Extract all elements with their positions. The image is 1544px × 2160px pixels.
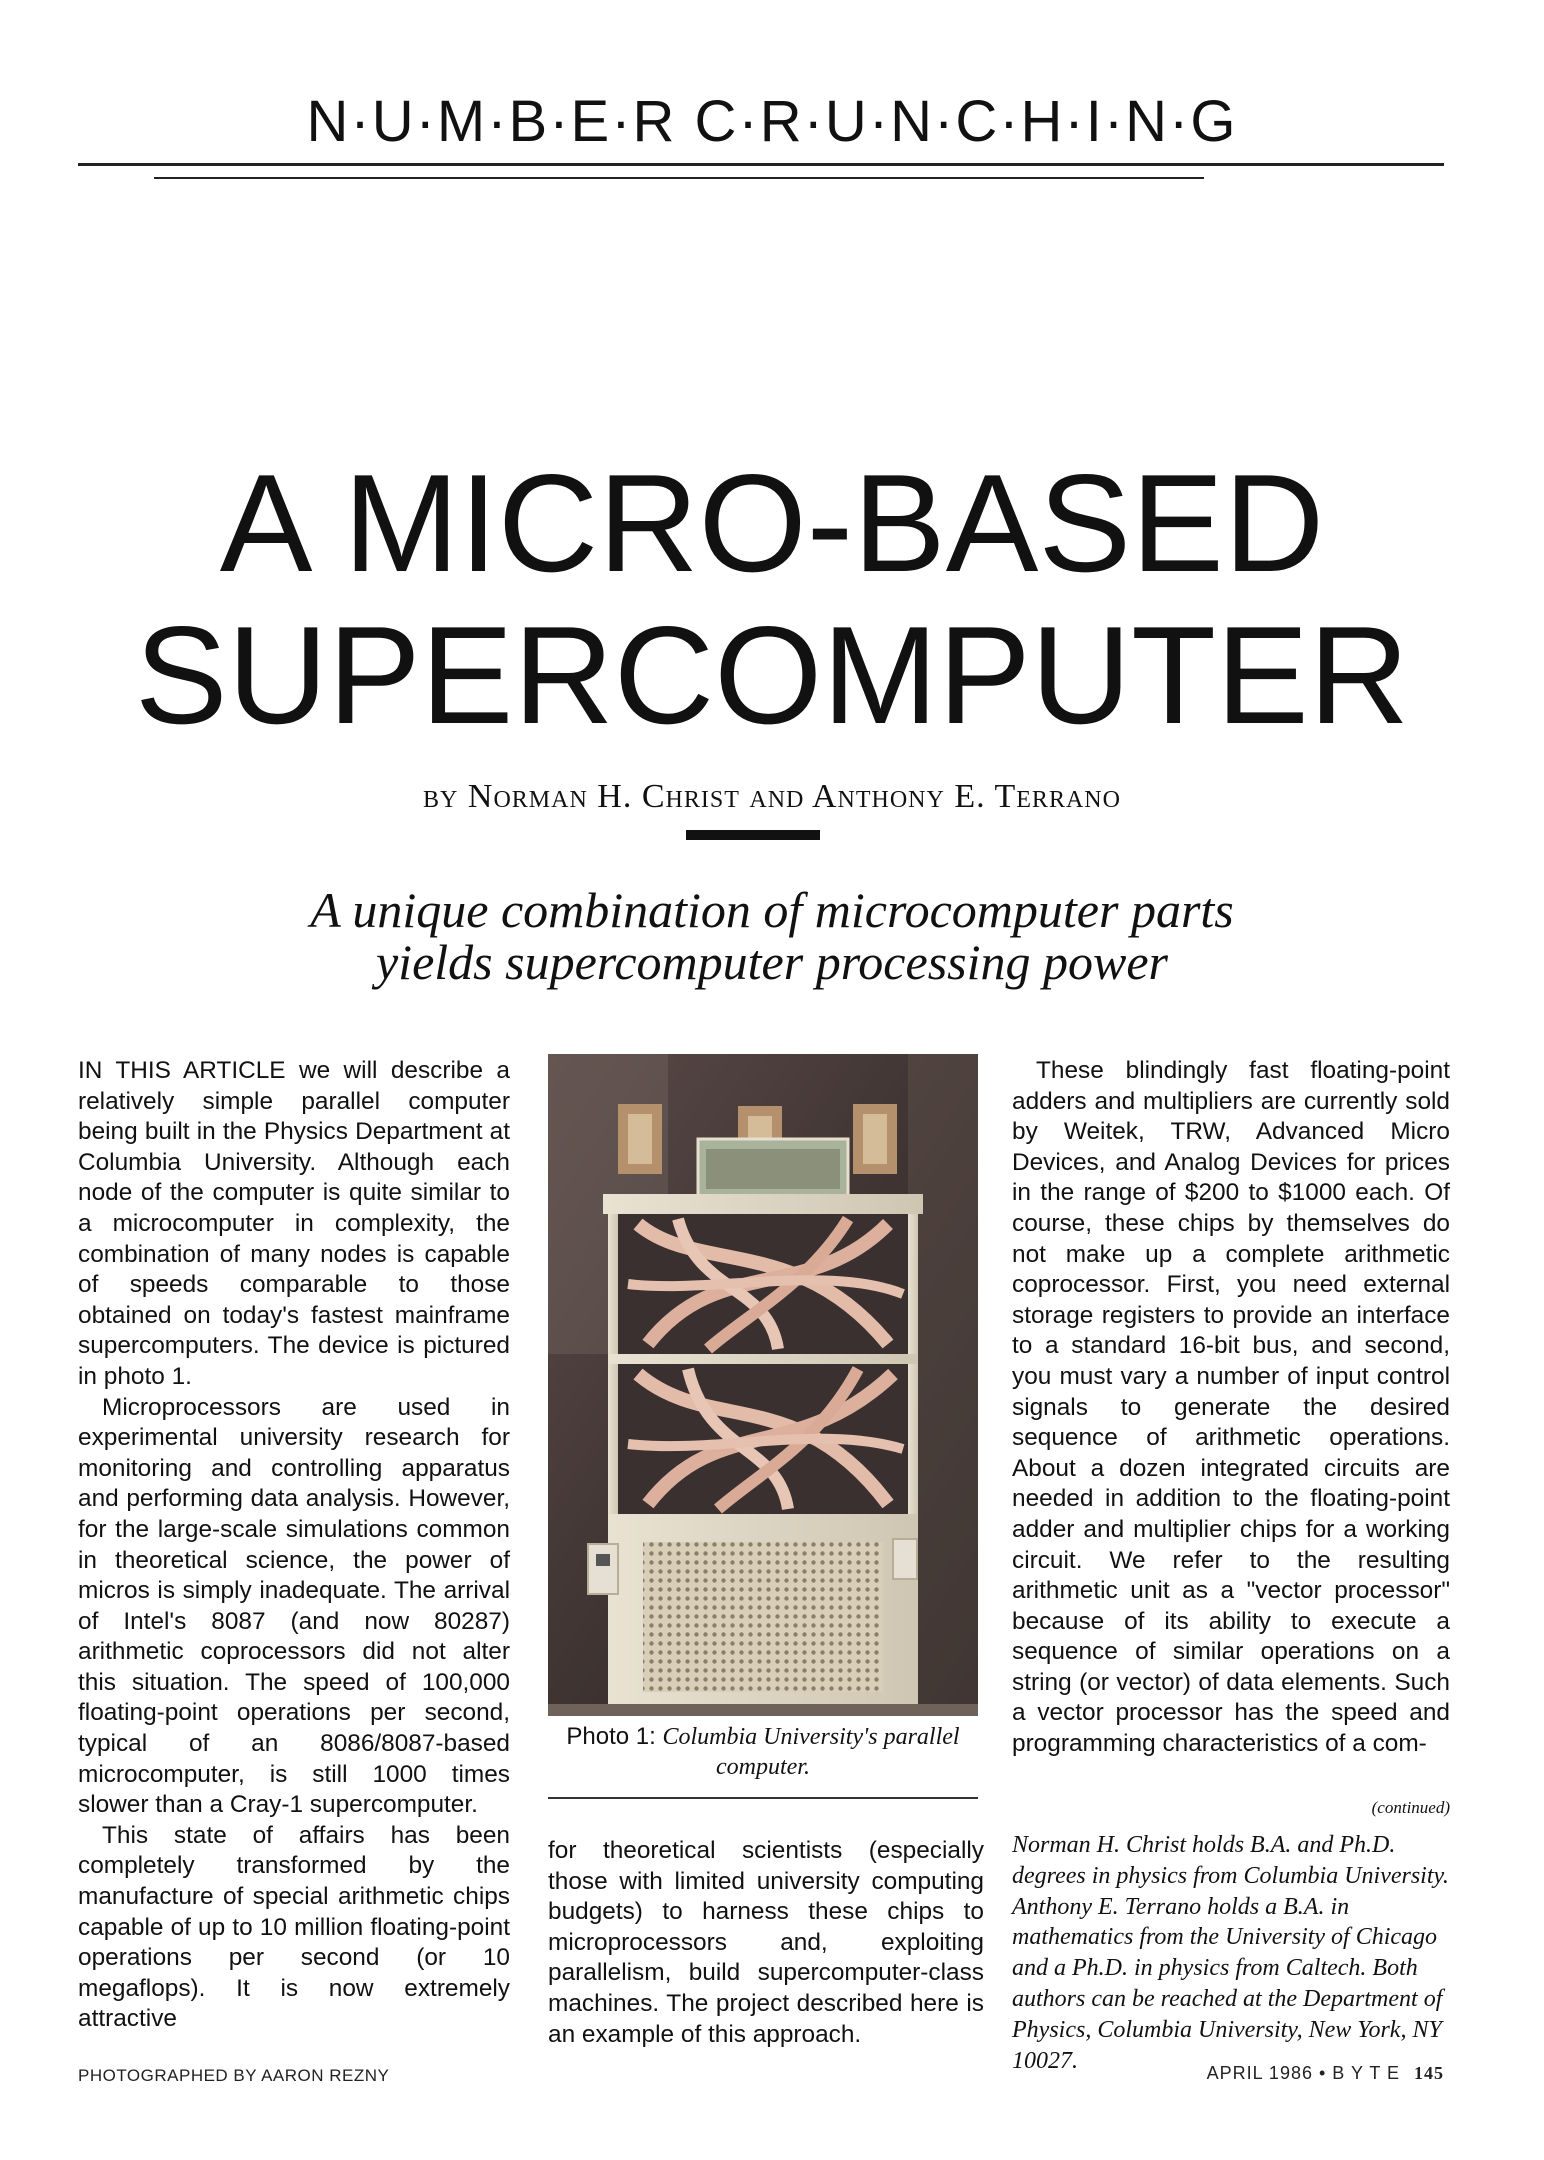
headline — [0, 448, 1544, 752]
page-number: 145 — [1414, 2063, 1444, 2083]
photo-credit: PHOTOGRAPHED BY AARON REZNY — [78, 2066, 390, 2085]
issue-date: APRIL 1986 • B Y T E — [1206, 2063, 1400, 2083]
folio — [1207, 2063, 1444, 2084]
photo-parallel-computer — [548, 1054, 978, 1716]
byline-divider — [686, 830, 820, 840]
body-column-left — [78, 1056, 510, 2035]
body-column-right — [1012, 1056, 1450, 1760]
deck-line-1: A unique combination of microcomputer parts — [310, 882, 1234, 938]
section-title: N·U·M·B·E·R C·R·U·N·C·H·I·N·G — [306, 89, 1238, 154]
section-rule-top — [78, 163, 1444, 166]
paragraph-4: for theoretical scientists (especially those with limited university computing budgets) to harness these chips to microprocessors and, exploiting parallelism, build supercomputer-class machines. The project described here is an example of this approach. — [548, 1837, 984, 2048]
deck — [0, 884, 1544, 988]
deck-line-2: yields supercomputer processing power — [375, 934, 1169, 990]
body-column-middle — [548, 1836, 984, 2050]
headline-line-1: A MICRO-BASED — [219, 446, 1325, 601]
caption-text: Columbia University's parallel computer. — [662, 1724, 960, 1780]
paragraph-1 — [78, 1056, 510, 1393]
author-bio: Norman H. Christ holds B.A. and Ph.D. degrees in physics from Columbia University. Anthony E. Terrano holds a B.A. in mathematics from the University of Chicago and a Ph.D. in physics from Caltech. Both authors can be reached at the Department of Physics, Columbia University, New York, NY 10027. — [1012, 1832, 1449, 2074]
paragraph-5: These blindingly fast floating-point adders and multipliers are currently sold by Weitek, TRW, Advanced Micro Devices, and Analog Devices for prices in the range of $200 to $1000 each. Of course, these chips by themselves do not make up a complete arithmetic coprocessor. First, you need external storage registers to provide an interface to a standard 16-bit bus, and second, you must vary a number of input control signals to generate the desired sequence of arithmetic operations. About a dozen integrated circuits are needed in addition to the floating-point adder and multiplier chips for a working circuit. We refer to the resulting arithmetic unit as a "vector processor" because of its ability to execute a sequence of similar operations on a string (or vector) of data elements. Such a vector processor has the speed and programming characteristics of a com- — [1012, 1057, 1450, 1758]
paragraph-1-text: we will describe a relatively simple parallel computer being built in the Physics Department at Columbia University. Although each node of the computer is quite similar to a microcomputer in complexity, the combination of many nodes is capable of speeds comparable to those obtained on today's fastest mainframe supercomputers. The device is pictured in photo 1. — [78, 1057, 510, 1390]
continued-note: (continued) — [1371, 1798, 1450, 1817]
headline-line-2: SUPERCOMPUTER — [134, 598, 1410, 753]
byline: by Norman H. Christ and Anthony E. Terrano — [423, 778, 1121, 815]
paragraph-3: This state of affairs has been completely transformed by the manufacture of special arithmetic chips capable of up to 10 million floating-point operations per second (or 10 megaflops). It is now extremely attractive — [78, 1821, 510, 2033]
photo-caption — [548, 1722, 978, 1782]
caption-label: Photo 1: — [566, 1723, 663, 1750]
paragraph-2: Microprocessors are used in experimental university research for monitoring and controlling apparatus and performing data analysis. However, for the large-scale simulations common in theoretical science, the power of micros is simply inadequate. The arrival of Intel's 8087 (and now 80287) arithmetic coprocessors did not alter this situation. The speed of 100,000 floating-point operations per second, typical of an 8086/8087-based microcomputer, is still 1000 times slower than a Cray-1 supercomputer. — [78, 1393, 510, 1819]
lead-in: IN THIS ARTICLE — [78, 1057, 286, 1084]
section-rule-bottom — [154, 177, 1204, 179]
caption-rule — [548, 1797, 978, 1799]
